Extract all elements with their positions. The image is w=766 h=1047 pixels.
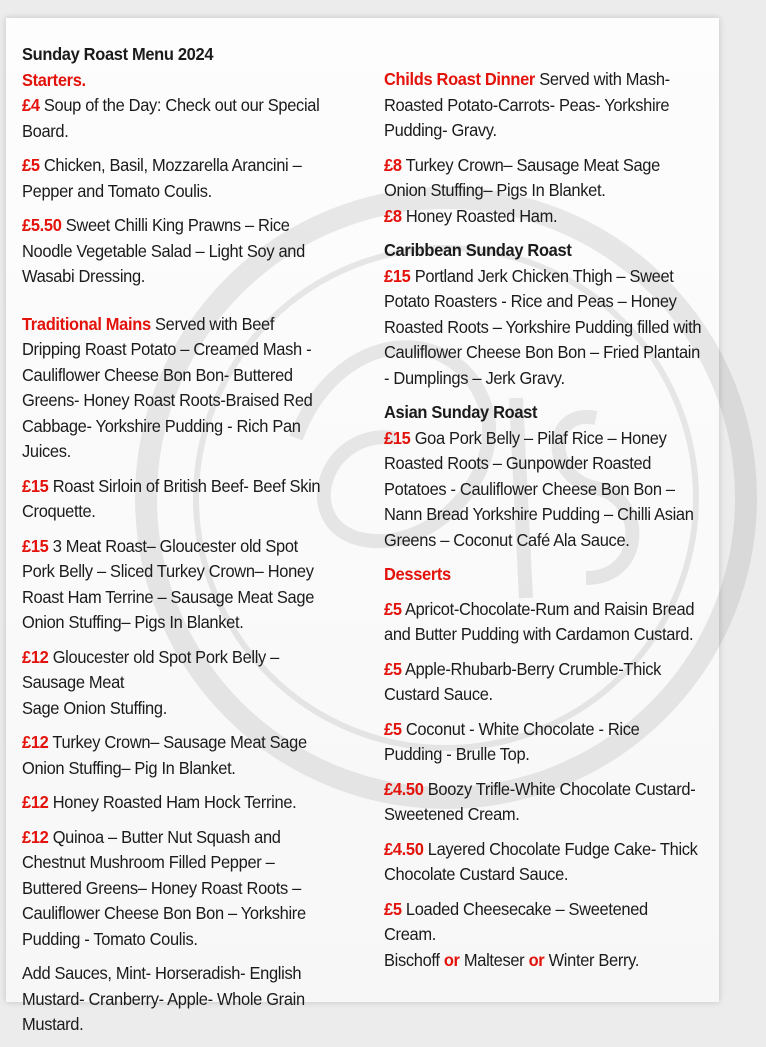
starter-item bbox=[22, 93, 325, 144]
dish-text: Gloucester old Spot Pork Belly – Sausage Meat bbox=[22, 646, 280, 692]
price: £5 bbox=[384, 658, 402, 679]
dish-text: Soup of the Day: Check out our Special Board. bbox=[22, 95, 320, 141]
or-separator: or bbox=[528, 949, 545, 970]
dish-text: Turkey Crown– Sausage Meat Sage Onion Stuffing– Pig In Blanket. bbox=[22, 732, 307, 778]
dish-text: Layered Chocolate Fudge Cake- Thick Chocolate Custard Sauce. bbox=[384, 838, 698, 884]
price: £5.50 bbox=[22, 215, 62, 235]
caribbean-heading: Caribbean Sunday Roast bbox=[384, 240, 572, 260]
starter-item bbox=[22, 213, 325, 290]
traditional-mains-intro bbox=[22, 312, 325, 465]
dish-text: Honey Roasted Ham. bbox=[401, 205, 558, 226]
price: £12 bbox=[22, 732, 49, 752]
sauces-note: Add Sauces, Mint- Horseradish- English Mustard- Cranberry- Apple- Whole Grain Mustard. bbox=[22, 963, 305, 1034]
caribbean-item bbox=[384, 264, 702, 392]
right-column bbox=[384, 67, 702, 982]
price: £5 bbox=[384, 898, 402, 919]
price: £15 bbox=[384, 265, 411, 286]
dish-text: Turkey Crown– Sausage Meat Sage Onion Stuffing– Pigs In Blanket. bbox=[384, 154, 660, 200]
dish-text: Portland Jerk Chicken Thigh – Sweet Potato Roasters - Rice and Peas – Honey Roasted Roots – Yorkshire Pudding filled with Cauliflower Cheese Bon Bon – Fried Plantain - Dumplings – Jerk Gravy. bbox=[384, 265, 702, 388]
price: £15 bbox=[22, 535, 49, 556]
starter-item bbox=[22, 153, 325, 204]
dessert-item bbox=[384, 717, 702, 768]
dish-text: Quinoa – Butter Nut Squash and Chestnut Mushroom Filled Pepper – Buttered Greens– Honey Roast Roots – Cauliflower Cheese Bon Bon – Yorkshire Pudding - Tomato Coulis. bbox=[22, 826, 306, 949]
price: £8 bbox=[384, 154, 402, 175]
dish-text: Honey Roasted Ham Hock Terrine. bbox=[48, 792, 297, 812]
price: £12 bbox=[22, 792, 49, 812]
price: £4 bbox=[22, 95, 40, 115]
or-separator: or bbox=[443, 949, 460, 970]
main-item bbox=[22, 825, 325, 953]
childs-heading: Childs Roast Dinner bbox=[384, 69, 535, 89]
starters-heading: Starters. bbox=[22, 69, 86, 90]
menu-page bbox=[6, 18, 719, 1034]
price: £5 bbox=[384, 718, 402, 739]
price: £15 bbox=[384, 427, 411, 448]
asian-heading: Asian Sunday Roast bbox=[384, 402, 538, 422]
main-item bbox=[22, 790, 325, 816]
main-item bbox=[22, 534, 325, 636]
main-item bbox=[22, 730, 325, 781]
dessert-item bbox=[384, 837, 702, 888]
price: £5 bbox=[384, 598, 402, 619]
menu-title: Sunday Roast Menu 2024 bbox=[22, 44, 214, 64]
price: £12 bbox=[22, 826, 49, 847]
dish-text: Loaded Cheesecake – Sweetened Cream. bbox=[384, 898, 648, 944]
dish-text: Apricot-Chocolate-Rum and Raisin Bread and Butter Pudding with Cardamon Custard. bbox=[384, 598, 695, 644]
dish-text: Apple-Rhubarb-Berry Crumble-Thick Custard Sauce. bbox=[384, 658, 662, 704]
childs-intro bbox=[384, 67, 702, 144]
dish-text: Sweet Chilli King Prawns – Rice Noodle Vegetable Salad – Light Soy and Wasabi Dressing. bbox=[22, 215, 305, 286]
asian-item bbox=[384, 426, 702, 554]
cheesecake-option: Bischoff bbox=[384, 949, 444, 970]
price: £4.50 bbox=[384, 778, 424, 799]
main-item bbox=[22, 474, 325, 525]
dessert-item bbox=[384, 777, 702, 828]
main-item bbox=[22, 645, 325, 722]
desserts-heading: Desserts bbox=[384, 564, 451, 584]
dessert-item bbox=[384, 897, 702, 974]
dessert-item bbox=[384, 657, 702, 708]
dish-text: Goa Pork Belly – Pilaf Rice – Honey Roasted Roots – Gunpowder Roasted Potatoes - Cauliflower Cheese Bon Bon – Nann Bread Yorkshire Pudding – Chilli Asian Greens – Coconut Café Ala Sauce. bbox=[384, 427, 694, 550]
price: £4.50 bbox=[384, 838, 424, 859]
childs-item bbox=[384, 153, 702, 204]
dish-text: Chicken, Basil, Mozzarella Arancini – Pepper and Tomato Coulis. bbox=[22, 155, 302, 201]
cheesecake-option: Malteser bbox=[459, 949, 529, 970]
cheesecake-option: Winter Berry. bbox=[544, 949, 640, 970]
dish-text-2: Sage Onion Stuffing. bbox=[22, 697, 167, 718]
left-column bbox=[22, 42, 325, 1047]
dish-text: 3 Meat Roast– Gloucester old Spot Pork Belly – Sliced Turkey Crown– Honey Roast Ham Terrine – Sausage Meat Sage Onion Stuffing– Pigs In Blanket. bbox=[22, 535, 315, 632]
childs-item bbox=[384, 204, 702, 230]
traditional-heading: Traditional Mains bbox=[22, 313, 151, 334]
traditional-desc: Served with Beef Dripping Roast Potato – Creamed Mash -Cauliflower Cheese Bon Bon- Buttered Greens- Honey Roast Roots-Braised Red Cabbage- Yorkshire Pudding - Rich Pan Juices. bbox=[22, 313, 313, 461]
dish-text: Boozy Trifle-White Chocolate Custard-Sweetened Cream. bbox=[384, 778, 696, 824]
dish-text: Roast Sirloin of British Beef- Beef Skin Croquette. bbox=[22, 475, 321, 521]
dessert-item bbox=[384, 597, 702, 648]
price: £8 bbox=[384, 205, 402, 226]
price: £15 bbox=[22, 475, 49, 496]
price: £5 bbox=[22, 155, 40, 175]
price: £12 bbox=[22, 646, 49, 667]
dish-text: Coconut - White Chocolate - Rice Pudding - Brulle Top. bbox=[384, 718, 640, 764]
childs-desc: Served with Mash-Roasted Potato-Carrots- Peas- Yorkshire Pudding- Gravy. bbox=[384, 69, 670, 140]
